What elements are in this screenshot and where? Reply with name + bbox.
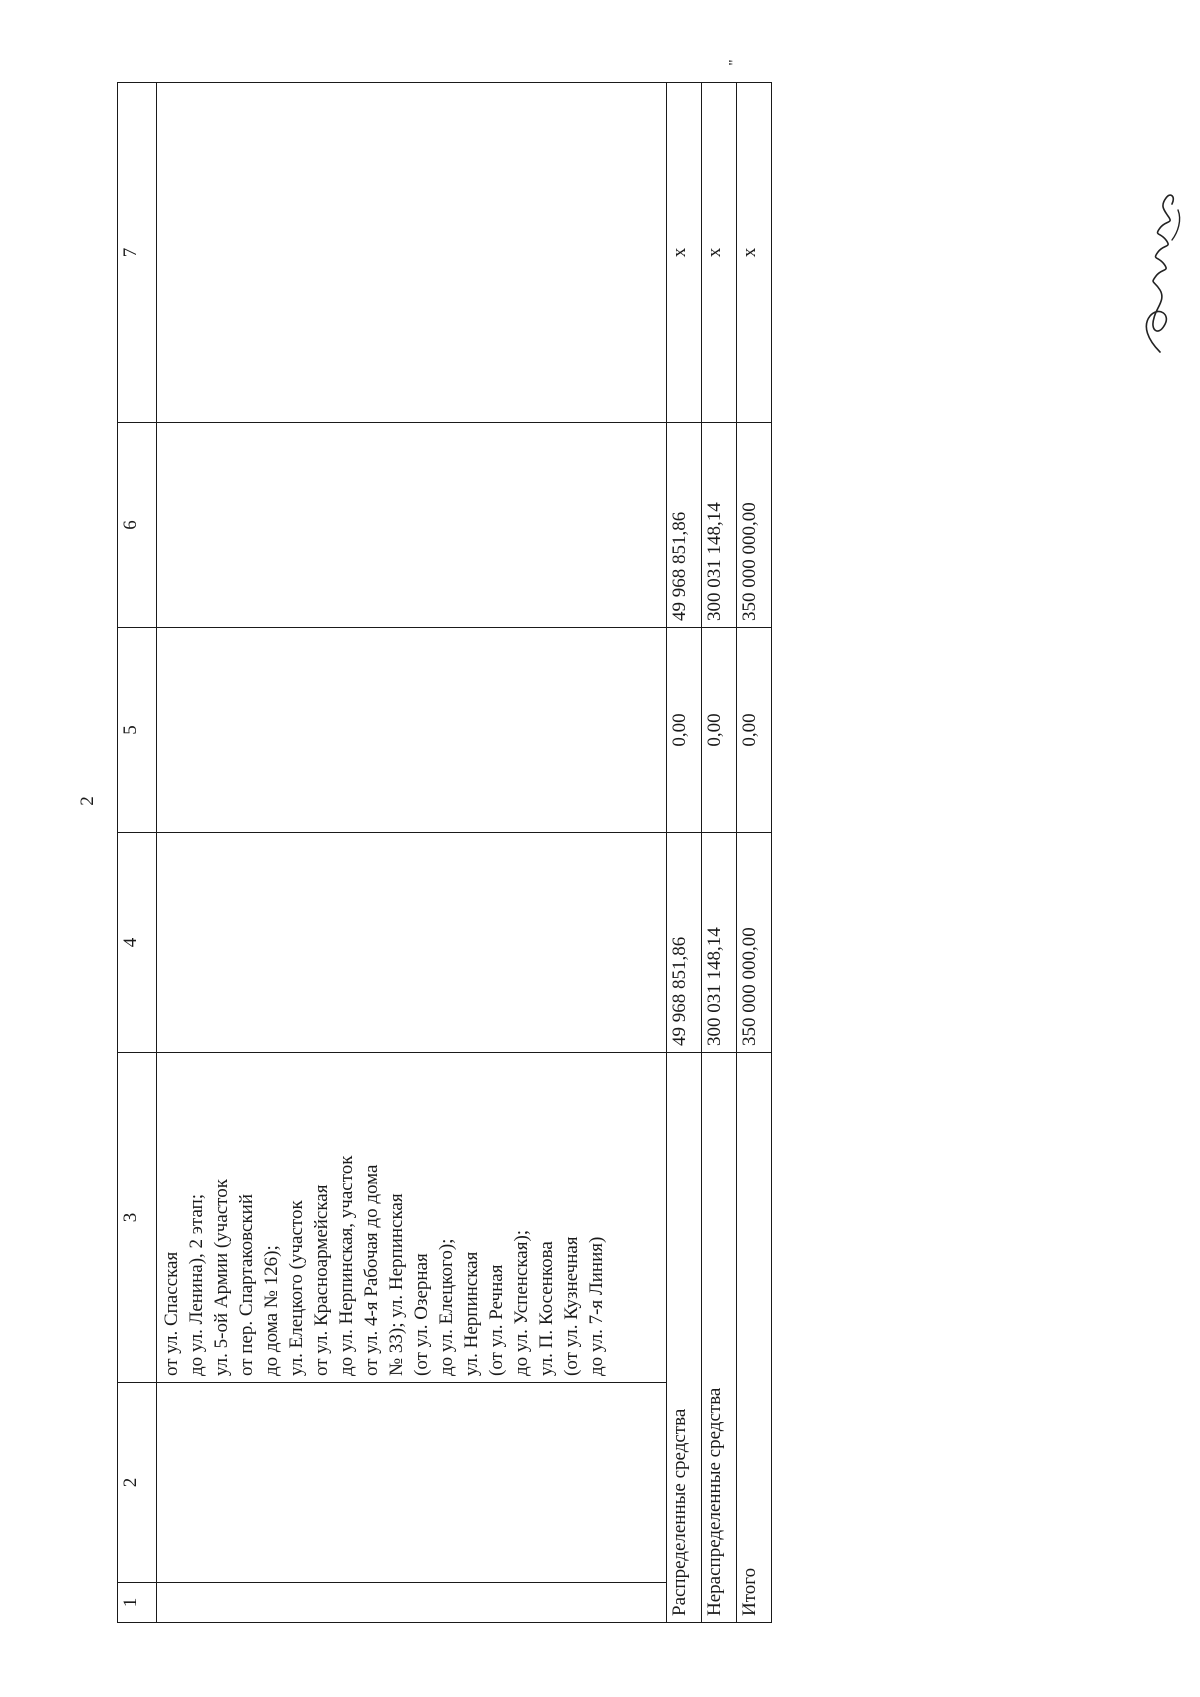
page-number: 2 (77, 796, 98, 806)
row-label: Распределенные средства (667, 1053, 702, 1623)
col6-value: 49 968 851,86 (667, 423, 702, 628)
col5-value: 0,00 (702, 628, 737, 833)
col6-value: 300 031 148,14 (702, 423, 737, 628)
budget-table (117, 82, 772, 1623)
column-number-4: 4 (118, 833, 157, 1053)
col4-value: 350 000 000,00 (737, 833, 772, 1053)
column-number-7: 7 (118, 83, 157, 423)
col7-value: x (702, 83, 737, 423)
continuation-cell-2 (157, 1383, 667, 1583)
col5-value: 0,00 (667, 628, 702, 833)
rotated-table-wrapper (117, 83, 772, 1623)
column-number-2: 2 (118, 1383, 157, 1583)
row-label: Нераспределенные средства (702, 1053, 737, 1623)
street-list-cell: от ул. Спасская до ул. Ленина), 2 этап; ул. 5-ой Армии (участок от пер. Спартаковский до дома № 126); ул. Елецкого (участок от ул. Красноармейская до ул. Нерпинская, участок от ул. 4-я Рабочая до дома № 33); ул. Нерпинская (от ул. Озерная до ул. Елецкого); ул. Нерпинская (от ул. Речная до ул. Успенская); ул. П. Косенкова (от ул. Кузнечная до ул. 7-я Линия) (157, 1053, 667, 1383)
col6-value: 350 000 000,00 (737, 423, 772, 628)
continuation-cell-1 (157, 1583, 667, 1623)
continuation-cell-5 (157, 628, 667, 833)
column-number-3: 3 (118, 1053, 157, 1383)
column-number-row (118, 83, 157, 1623)
col5-value: 0,00 (737, 628, 772, 833)
handwritten-signature (1120, 180, 1200, 360)
column-number-1: 1 (118, 1583, 157, 1623)
col7-value: x (737, 83, 772, 423)
continuation-cell-4 (157, 833, 667, 1053)
distributed-funds-row (667, 83, 702, 1623)
continuation-cell-7 (157, 83, 667, 423)
column-number-6: 6 (118, 423, 157, 628)
row-label: Итого (737, 1053, 772, 1623)
continuation-cell-6 (157, 423, 667, 628)
continuation-row (157, 83, 667, 1623)
total-row (737, 83, 772, 1623)
closing-quote-mark: " (726, 59, 743, 66)
col4-value: 300 031 148,14 (702, 833, 737, 1053)
column-number-5: 5 (118, 628, 157, 833)
undistributed-funds-row (702, 83, 737, 1623)
col4-value: 49 968 851,86 (667, 833, 702, 1053)
col7-value: x (667, 83, 702, 423)
